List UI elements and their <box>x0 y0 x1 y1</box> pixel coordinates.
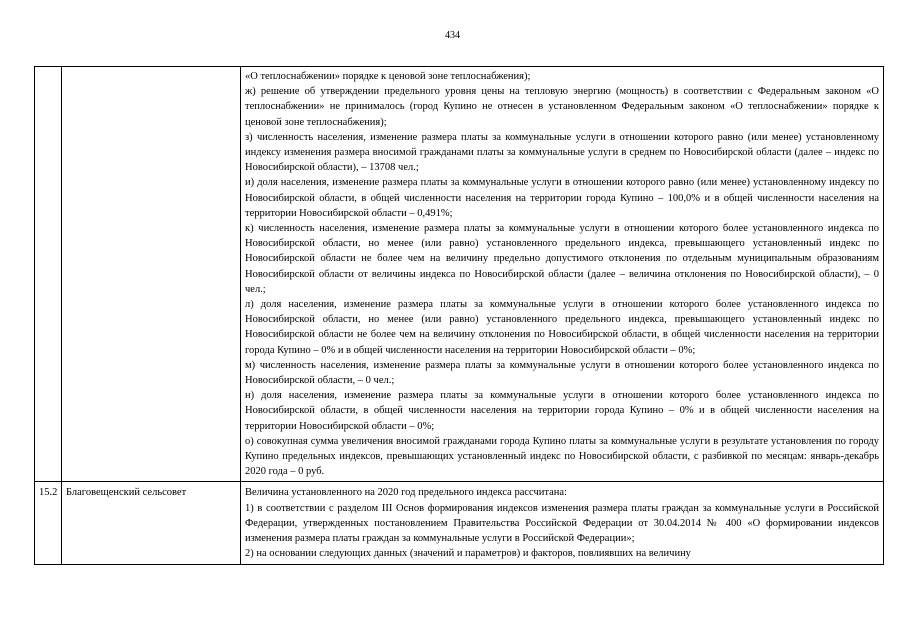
page-number: 434 <box>445 30 460 41</box>
paragraph: о) совокупная сумма увеличения вносимой гражданами города Купино платы за коммунальные услуги в результате установления по городу Купино предельных индексов, превышающих установленный индекс по Новосибирской области, с разбивкой по месяцам: январь-декабрь 2020 года – 0 руб. <box>245 435 879 478</box>
paragraph: ж) решение об утверждении предельного уровня цены на тепловую энергию (мощность) в соответствии с Федеральным законом «О теплоснабжении» не принималось (город Купино не отнесен в установленном Федеральным законом «О теплоснабжении» порядке к ценовой зоне теплоснабжения); <box>245 86 879 128</box>
paragraph: Величина установленного на 2020 год предельного индекса рассчитана: <box>245 487 567 499</box>
row-number-cell: 15.2 <box>35 482 62 564</box>
paragraph: 1) в соответствии с разделом III Основ формирования индексов изменения размера платы граждан за коммунальные услуги в Российской Федерации, утвержденных постановлением Правительства Российской Федерации от 30.04.2014 № 400 «О формировании индексов изменения размера платы граждан за коммунальные услуги в Российской Федерации»; <box>245 502 879 545</box>
paragraph: и) доля населения, изменение размера платы за коммунальные услуги в отношении которого равно (или менее) установленному индексу по Новосибирской области, в общей численности населения на территории города Купино – 100,0% и в общей численности населения на территории Новосибирской области – 0,491%; <box>245 177 879 219</box>
paragraph: м) численность населения, изменение размера платы за коммунальные услуги в отношении которого более установленного индекса по Новосибирской области, – 0 чел.; <box>245 359 879 387</box>
municipality-name-cell <box>62 67 241 482</box>
description-cell <box>241 67 884 482</box>
paragraph: л) доля населения, изменение размера платы за коммунальные услуги в отношении которого более установленного индекса по Новосибирской области, но менее (или равно) установленного предельного индекса, превышающего установленный индекс по Новосибирской области не более чем на величину отклонения по Новосибирской области, в общей численности населения на территории города Купино – 0% и в общей численности населения на территории Новосибирской области – 0%; <box>245 299 879 356</box>
table-row <box>35 482 884 564</box>
table-row <box>35 67 884 482</box>
document-table <box>34 66 884 565</box>
paragraph: 2) на основании следующих данных (значений и параметров) и факторов, повлиявших на величину <box>245 548 691 560</box>
paragraph: к) численность населения, изменение размера платы за коммунальные услуги в отношении которого более установленного индекса по Новосибирской области, но менее (или равно) установленного предельного индекса, превышающего установленный индекс по Новосибирской области не более чем на величину предельно допустимого отклонения по отдельным муниципальным образованиям Новосибирской области от величины индекса по Новосибирской области (далее – величина отклонения по Новосибирской области), – 0 чел.; <box>245 223 879 295</box>
description-cell <box>241 482 884 564</box>
municipality-name-cell: Благовещенский сельсовет <box>62 482 241 564</box>
row-number-cell <box>35 67 62 482</box>
paragraph: н) доля населения, изменение размера платы за коммунальные услуги в отношении которого более установленного индекса по Новосибирской области, в общей численности населения на территории города Купино – 0% и в общей численности населения на территории Новосибирской области – 0%; <box>245 390 879 432</box>
paragraph: «О теплоснабжении» порядке к ценовой зоне теплоснабжения); <box>245 71 531 82</box>
paragraph: з) численность населения, изменение размера платы за коммунальные услуги в отношении которого равно (или менее) установленному индексу изменения размера вносимой гражданами платы за коммунальные услуги в среднем по Новосибирской области (далее – индекс по Новосибирской области), – 13708 чел.; <box>245 131 879 174</box>
